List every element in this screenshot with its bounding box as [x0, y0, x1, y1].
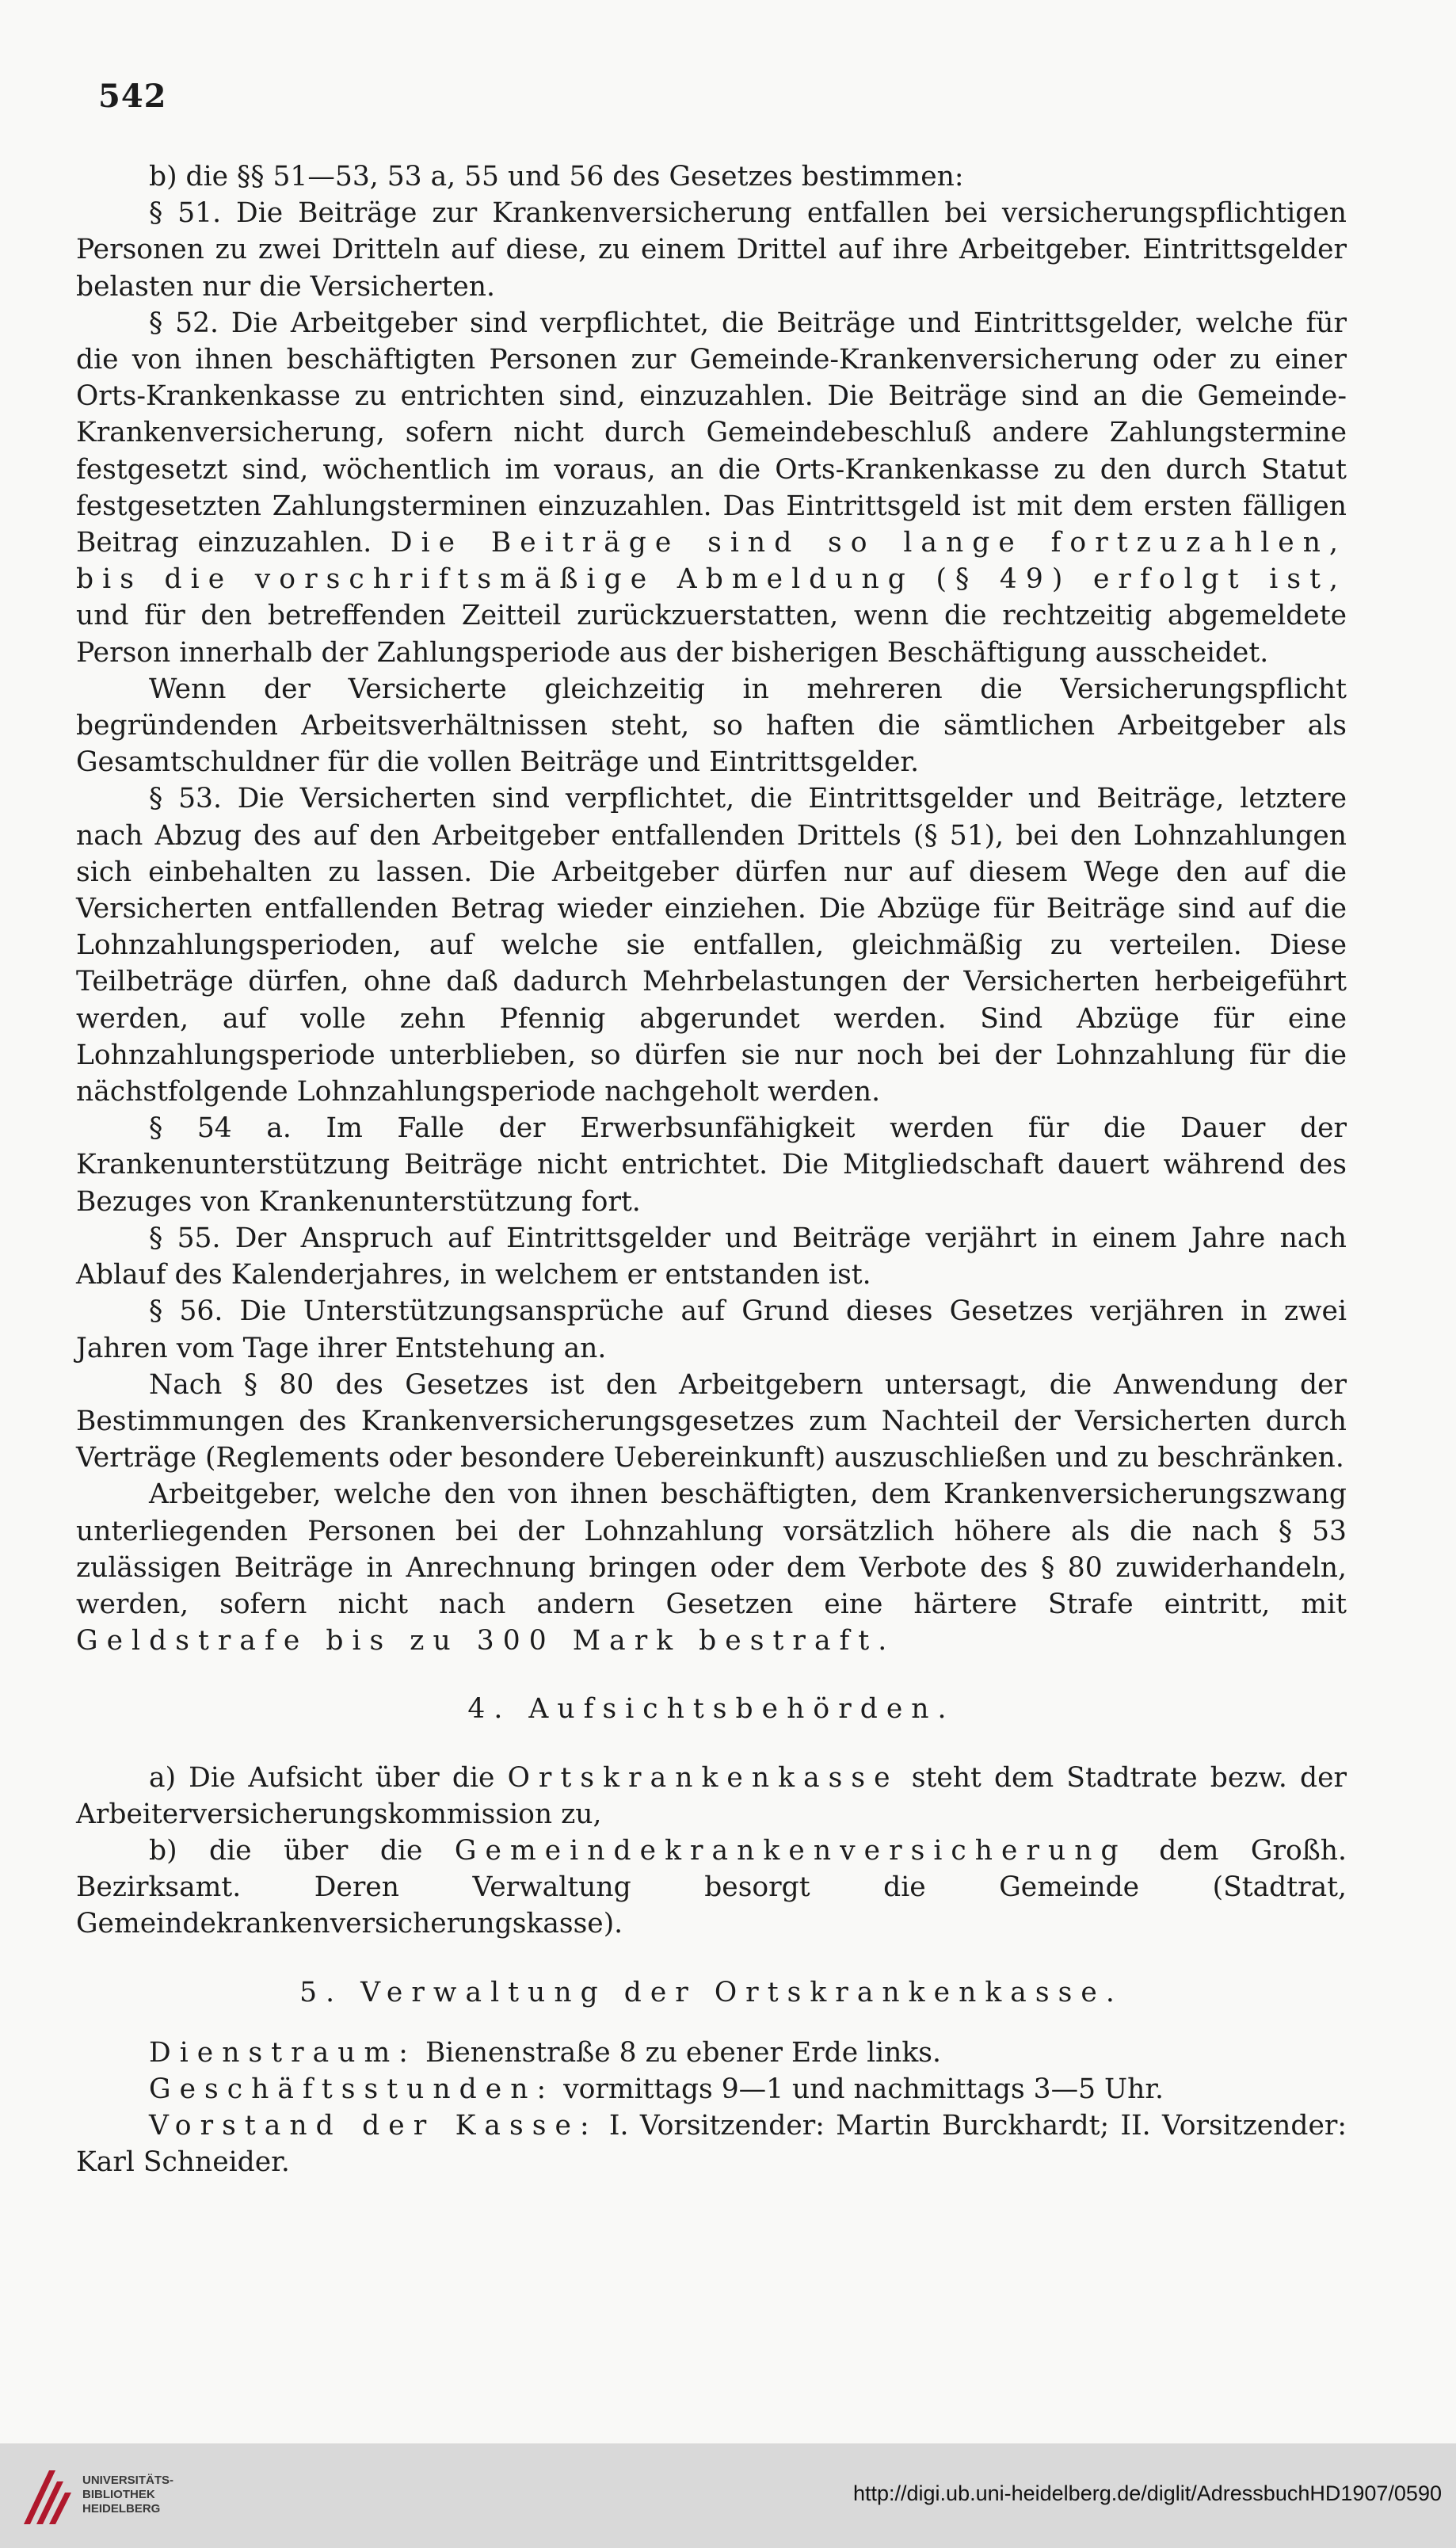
- section-4-item-a: [76, 1760, 1347, 1833]
- paragraph-penalty: [76, 1476, 1347, 1659]
- library-line-3: HEIDELBERG: [82, 2502, 161, 2516]
- paragraph-joint-liability: Wenn der Versicherte gleichzeitig in mehreren die Versicherungspflicht begründenden Arbeitsverhältnissen steht, so haften die sämtlichen Arbeitgeber als Gesamtschuldner für die vollen Beiträge und Eintrittsgelder.: [76, 673, 1347, 779]
- item-b-post: dem Großh. Bezirksamt. Deren Verwaltung besorgt die Gemeinde (Stadtrat, Gemeindekrankenversicherungskasse).: [76, 1834, 1347, 1940]
- office-label: Dienstraum:: [149, 2036, 417, 2069]
- section-5-heading: 5. Verwaltung der Ortskrankenkasse.: [299, 1976, 1123, 2008]
- main-text-column: [76, 158, 1347, 2181]
- ub-heidelberg-logo-icon: [16, 2461, 87, 2532]
- office-value: Bienenstraße 8 zu ebener Erde links.: [425, 2036, 941, 2069]
- section-4-heading: 4. Aufsichtsbehörden.: [467, 1693, 955, 1726]
- paragraph-52-spaced: Die Beiträge sind so lange fortzuzahlen, bis die vorschriftsmäßige Abmeldung (§ 49) erfolgt ist,: [76, 527, 1347, 596]
- library-line-2: BIBLIOTHEK: [82, 2488, 155, 2501]
- item-a-post: steht dem Stadtrate bezw. der Arbeiterversicherungskommission zu,: [76, 1761, 1347, 1830]
- viewer-footer: [0, 2443, 1456, 2548]
- hours-label: Geschäftsstunden:: [149, 2073, 555, 2105]
- paragraph-penalty-spaced: Geldstrafe bis zu 300 Mark bestraft.: [76, 1625, 896, 1657]
- hours-line: [76, 2071, 1347, 2107]
- paragraph-54a: § 54 a. Im Falle der Erwerbsunfähigkeit werden für die Dauer der Krankenunterstützung Beiträge nicht entrichtet. Die Mitgliedschaft dauert während des Bezuges von Krankenunterstützung fort.: [76, 1112, 1347, 1218]
- item-b-spaced: Gemeindekrankenversicherung: [454, 1834, 1127, 1867]
- page-number: 542: [98, 78, 167, 115]
- paragraph-55: § 55. Der Anspruch auf Eintrittsgelder und Beiträge verjährt in einem Jahre nach Ablauf des Kalenderjahres, in welchem er entstanden ist.: [76, 1222, 1347, 1291]
- library-name: [82, 2474, 173, 2516]
- item-a-spaced: Ortskrankenkasse: [507, 1761, 899, 1794]
- permalink-url[interactable]: http://digi.ub.uni-heidelberg.de/diglit/AdressbuchHD1907/0590: [852, 2481, 1442, 2505]
- board-line: [76, 2107, 1347, 2180]
- paragraph-52: [76, 305, 1347, 671]
- board-label: Vorstand der Kasse:: [149, 2110, 598, 2142]
- paragraph-52-text: § 52. Die Arbeitgeber sind verpflichtet, die Beiträge und Eintrittsgelder, welche für die von ihnen beschäftigten Personen zur Gemeinde-Krankenversicherung oder zu einer Orts-Krankenkasse zu entrichten sind, einzuzahlen. Die Beiträge sind an die Gemeinde-Krankenversicherung, sofern nicht durch Gemeindebeschluß andere Zahlungstermine festgesetzt sind, wöchentlich im voraus, an die Orts-Krankenkasse zu den durch Statut festgesetzten Zahlungsterminen einzuzahlen. Das Eintrittsgeld ist mit dem ersten fälligen Beitrag einzuzahlen.: [76, 307, 1347, 559]
- paragraph-penalty-text: Arbeitgeber, welche den von ihnen beschäftigten, dem Krankenversicherungszwang unterliegenden Personen bei der Lohnzahlung vorsätzlich höhere als die nach § 53 zulässigen Beiträge in Anrechnung bringen oder dem Verbote des § 80 zuwiderhandeln, werden, sofern nicht nach andern Gesetzen eine härtere Strafe eintritt, mit: [76, 1478, 1347, 1620]
- office-line: [76, 2035, 1347, 2071]
- library-line-1: UNIVERSITÄTS-: [82, 2474, 174, 2487]
- item-b-pre: b) die über die: [149, 1834, 423, 1867]
- paragraph-80: Nach § 80 des Gesetzes ist den Arbeitgebern untersagt, die Anwendung der Bestimmungen des Krankenversicherungsgesetzes zum Nachteil der Versicherten durch Verträge (Reglements oder besondere Uebereinkunft) auszuschließen und zu beschränken.: [76, 1368, 1347, 1474]
- paragraph-53: § 53. Die Versicherten sind verpflichtet, die Eintrittsgelder und Beiträge, letztere nach Abzug des auf den Arbeitgeber entfallenden Drittels (§ 51), bei den Lohnzahlungen sich einbehalten zu lassen. Die Arbeitgeber dürfen nur auf diesem Wege den auf die Versicherten entfallenden Betrag wieder einziehen. Die Abzüge für Beiträge sind auf die Lohnzahlungsperioden, auf welche sie entfallen, gleichmäßig zu verteilen. Diese Teilbeträge dürfen, ohne daß dadurch Mehrbelastungen der Versicherten herbeigeführt werden, auf volle zehn Pfennig abgerundet werden. Sind Abzüge für eine Lohnzahlungsperiode unterblieben, so dürfen sie nur noch bei der Lohnzahlung für die nächstfolgende Lohnzahlungsperiode nachgeholt werden.: [76, 783, 1347, 1108]
- paragraph-51: § 51. Die Beiträge zur Krankenversicherung entfallen bei versicherungspflichtigen Personen zu zwei Dritteln auf diese, zu einem Drittel auf ihre Arbeitgeber. Eintrittsgelder belasten nur die Versicherten.: [76, 197, 1347, 303]
- hours-value: vormittags 9—1 und nachmittags 3—5 Uhr.: [563, 2073, 1164, 2105]
- section-4-item-b: [76, 1833, 1347, 1943]
- paragraph-56: § 56. Die Unterstützungsansprüche auf Grund dieses Gesetzes verjähren in zwei Jahren vom Tage ihrer Entstehung an.: [76, 1295, 1347, 1364]
- paragraph-52-after: und für den betreffenden Zeitteil zurückzuerstatten, wenn die rechtzeitig abgemeldete Person innerhalb der Zahlungsperiode aus der bisherigen Beschäftigung ausscheidet.: [76, 600, 1347, 669]
- paragraph-intro: b) die §§ 51—53, 53 a, 55 und 56 des Gesetzes bestimmen:: [149, 161, 964, 193]
- board-value: I. Vorsitzender: Martin Burckhardt; II. Vorsitzender: Karl Schneider.: [76, 2110, 1347, 2179]
- item-a-pre: a) Die Aufsicht über die: [149, 1761, 495, 1794]
